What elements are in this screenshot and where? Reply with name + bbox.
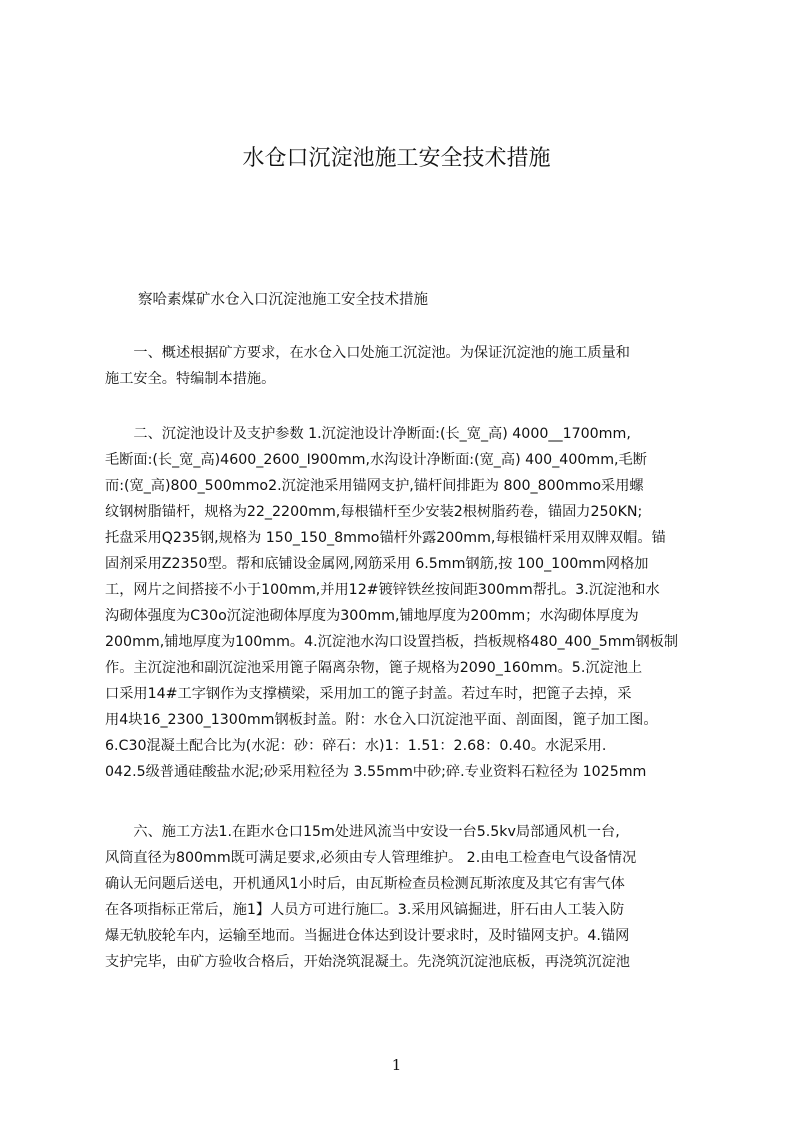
section-design-parameters [105, 421, 705, 785]
section-construction-method [105, 819, 705, 975]
text-line: 二、沉淀池设计及支护参数 1.沉淀池设计净断面:(长_宽_高) 4000__1700mm, [105, 426, 631, 442]
text-line: 6.C30混凝土配合比为(水泥：砂：碎石：水)1：1.51：2.68：0.40。水泥采用. [105, 738, 607, 754]
text-line: 一、概述根据矿方要求，在水仓入口处施工沉淀池。为保证沉淀池的施工质量和 [105, 345, 630, 361]
text-line: 042.5级普通硅酸盐水泥;砂采用粒径为 3.55mm中砂;碎.专业资料石粒径为 1025mm [105, 764, 647, 780]
text-line: 确认无问题后送电，开机通风1小时后，由瓦斯检查员检测瓦斯浓度及其它有害气体 [105, 876, 625, 892]
text-line: 工，网片之间搭接不小于100mm,并用12#镀锌铁丝按间距300mm帮扎。3.沉淀池和水 [105, 582, 660, 598]
text-line: 毛断面:(长_宽_高)4600_2600_I900mm,水沟设计净断面:(宽_高) 400_400mm,毛断 [105, 452, 647, 468]
text-line: 六、施工方法1.在距水仓口15m处进风流当中安设一台5.5kv局部通风机一台, [105, 824, 620, 840]
section-overview [105, 340, 705, 392]
page-title: 水仓口沉淀池施工安全技术措施 [242, 146, 551, 171]
text-line: 固剂采用Z2350型。帮和底铺设金属网,网筋采用 6.5mm钢筋,按 100_100mm网格加 [105, 556, 649, 572]
text-line: 200mm,铺地厚度为100mm。4.沉淀池水沟口设置挡板，挡板规格480_400_5mm钢板制 [105, 634, 679, 650]
text-line: 支护完毕，由矿方验收合格后，开始浇筑混凝土。先浇筑沉淀池底板，再浇筑沉淀池 [105, 954, 630, 970]
page-number: 1 [391, 1056, 402, 1074]
text-line: 托盘采用Q235钢,规格为 150_150_8mmo锚杆外露200mm,每根锚杆采用双牌双帽。锚 [105, 530, 666, 546]
text-line: 口采用14#工字钢作为支撑横梁，采用加工的篦子封盖。若过车时，把篦子去掉，采 [105, 686, 632, 702]
text-line: 而:(宽_高)800_500mmo2.沉淀池采用锚网支护,锚杆间排距为 800_800mmo采用螺 [105, 478, 644, 494]
text-line: 沟砌体强度为C30o沉淀池砌体厚度为300mm,铺地厚度为200mm；水沟砌体厚度为 [105, 608, 639, 624]
text-line: 纹钢树脂锚杆，规格为22_2200mm,每根锚杆至少安装2根树脂药卷，锚固力250KN; [105, 504, 643, 520]
text-line: 在各项指标正常后，施1】人员方可进行施匚。3.采用风镐掘进，肝石由人工装入防 [105, 902, 625, 918]
text-line: 施工安全。特编制本措施。 [105, 371, 276, 387]
text-line: 用4块16_2300_1300mm钢板封盖。附：水仓入口沉淀池平面、剖面图，篦子加工图。 [105, 712, 658, 728]
text-line: 爆无轨胶轮车内，运输至地而。当掘进仓体达到设计要求时，及时锚网支护。4.锚网 [105, 928, 630, 944]
text-line: 风筒直径为800mm既可满足要求,必须由专人管理维护。 2.由电工检查电气设备情况 [105, 850, 637, 866]
document-subtitle: 察哈素煤矿水仓入口沉淀池施工安全技术措施 [138, 292, 428, 308]
text-line: 作。主沉淀池和副沉淀池采用篦子隔离杂物，篦子规格为2090_160mm。5.沉淀池上 [105, 660, 643, 676]
